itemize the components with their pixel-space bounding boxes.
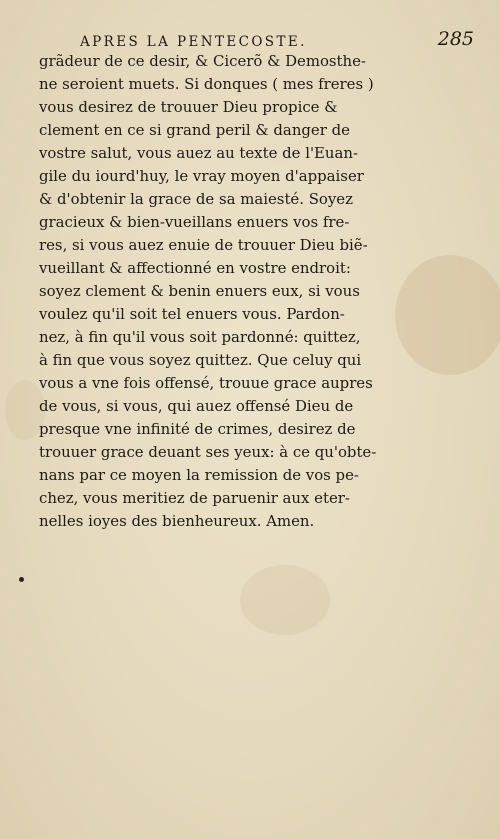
text-line: grãdeur de ce desir, & Cicerõ & Demosthe- bbox=[39, 52, 366, 70]
text-line: nez, à fin qu'il vous soit pardonné: quittez, bbox=[39, 328, 361, 346]
text-line: clement en ce si grand peril & danger de bbox=[39, 121, 350, 139]
text-line: nans par ce moyen la remission de vos pe- bbox=[39, 466, 359, 484]
text-line: ne seroient muets. Si donques ( mes freres ) bbox=[39, 75, 374, 93]
text-line: vueillant & affectionné en vostre endroit: bbox=[39, 259, 351, 277]
text-line: trouuer grace deuant ses yeux: à ce qu'obte- bbox=[39, 443, 377, 461]
text-line: nelles ioyes des bienheureux. Amen. bbox=[39, 512, 315, 530]
text-line: vous a vne fois offensé, trouue grace aupres bbox=[39, 374, 373, 392]
text-line: res, si vous auez enuie de trouuer Dieu biẽ- bbox=[39, 236, 368, 254]
text-line: de vous, si vous, qui auez offensé Dieu de bbox=[39, 397, 354, 415]
body-text bbox=[39, 50, 439, 533]
margin-ink-dot bbox=[19, 577, 24, 582]
text-line: voulez qu'il soit tel enuers vous. Pardon- bbox=[39, 305, 345, 323]
text-line: & d'obtenir la grace de sa maiesté. Soyez bbox=[39, 190, 353, 208]
page-number: 285 bbox=[437, 28, 474, 50]
text-line: chez, vous meritiez de paruenir aux eter- bbox=[39, 489, 350, 507]
text-line: gracieux & bien-vueillans enuers vos fre- bbox=[39, 213, 350, 231]
text-line: vostre salut, vous auez au texte de l'Euan- bbox=[39, 144, 359, 162]
text-line: à fin que vous soyez quittez. Que celuy qui bbox=[39, 351, 362, 369]
text-line: gile du iourd'huy, le vray moyen d'appaiser bbox=[39, 167, 364, 185]
text-line: presque vne infinité de crimes, desirez de bbox=[39, 420, 356, 438]
text-line: soyez clement & benin enuers eux, si vous bbox=[39, 282, 360, 300]
paper-stain bbox=[240, 565, 330, 635]
text-line: vous desirez de trouuer Dieu propice & bbox=[39, 98, 338, 116]
running-head: APRES LA PENTECOSTE. bbox=[80, 34, 307, 50]
